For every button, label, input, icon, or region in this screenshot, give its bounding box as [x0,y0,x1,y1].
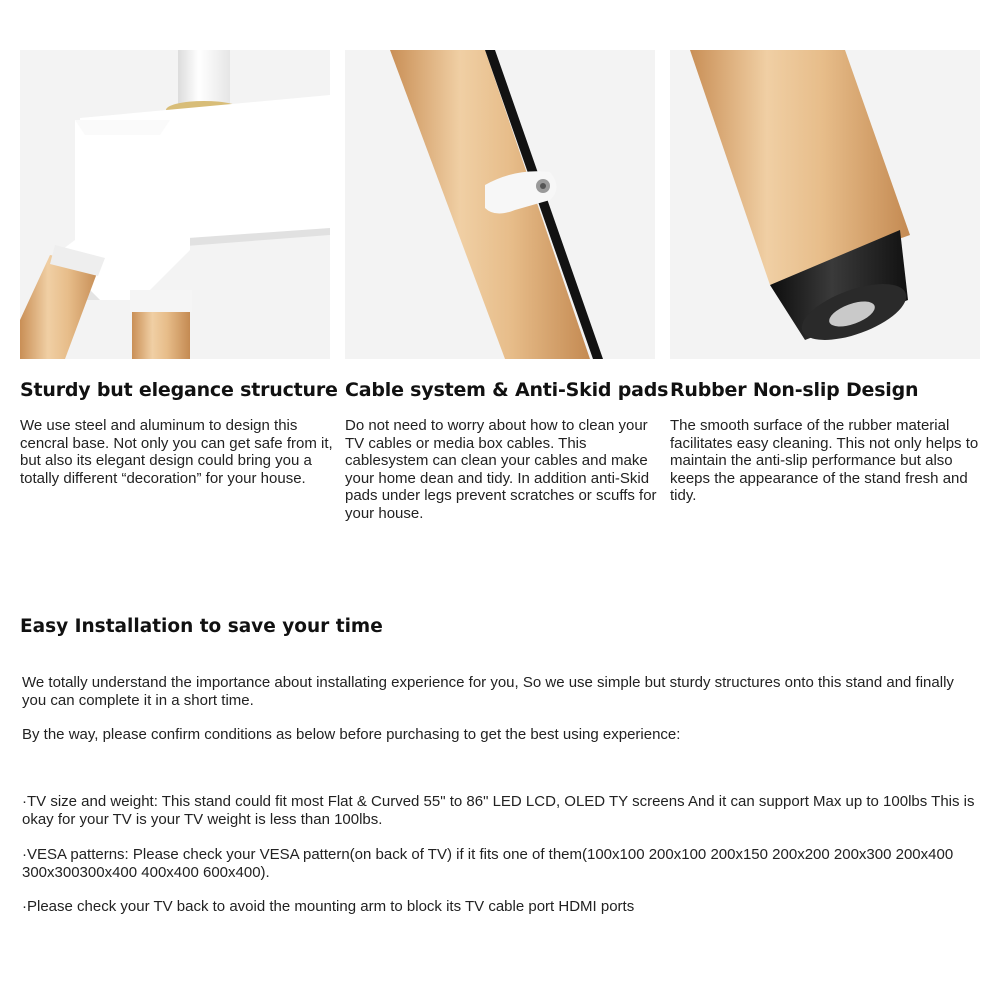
feature-title: Rubber Non-slip Design [670,379,919,401]
white-steel-frame-image [20,50,330,359]
installation-intro: We totally understand the importance about installating experience for you, So we use simple but sturdy structures onto this stand and finally you can complete it in a short time. [22,674,954,709]
rubber-foot-image [670,50,980,359]
feature-cable-system [345,50,669,522]
feature-title: Cable system & Anti-Skid pads [345,379,669,401]
feature-description: Do not need to worry about how to clean your TV cables or media box cables. This cablesystem can clean your cables and make your home dean and tidy. In addition anti-Skid pads under legs prevent scratches or scuffs for your house. [345,417,657,522]
feature-title: Sturdy but elegance structure [20,379,338,401]
condition-vesa-patterns: ·VESA patterns: Please check your VESA pattern(on back of TV) if it fits one of them(100x100 200x100 200x150 200x200 200x300 200x400 300x300300x400 400x400 600x400). [22,846,954,881]
cable-clip-image [345,50,655,359]
feature-structure [20,50,338,487]
installation-confirm-note: By the way, please confirm conditions as below before purchasing to get the best using experience: [22,726,681,743]
feature-description: We use steel and aluminum to design this cencral base. Not only you can get safe from it, but also its elegant design could bring you a totally different “decoration” for your house. [20,417,333,487]
frame-illustration [20,50,330,359]
rubber-foot-illustration [670,50,980,359]
condition-cable-port: ·Please check your TV back to avoid the mounting arm to block its TV cable port HDMI ports [22,898,635,915]
feature-rubber-foot [670,50,980,504]
installation-heading: Easy Installation to save your time [20,616,383,637]
cable-illustration [345,50,655,359]
feature-description: The smooth surface of the rubber material facilitates easy cleaning. This not only helps to maintain the anti-slip performance but also keeps the appearance of the stand fresh and tidy. [670,417,979,504]
condition-tv-size-weight: ·TV size and weight: This stand could fit most Flat & Curved 55" to 86" LED LCD, OLED TY screens And it can support Max up to 100lbs This is okay for your TV is your TV weight is less than 100lbs. [22,793,975,828]
